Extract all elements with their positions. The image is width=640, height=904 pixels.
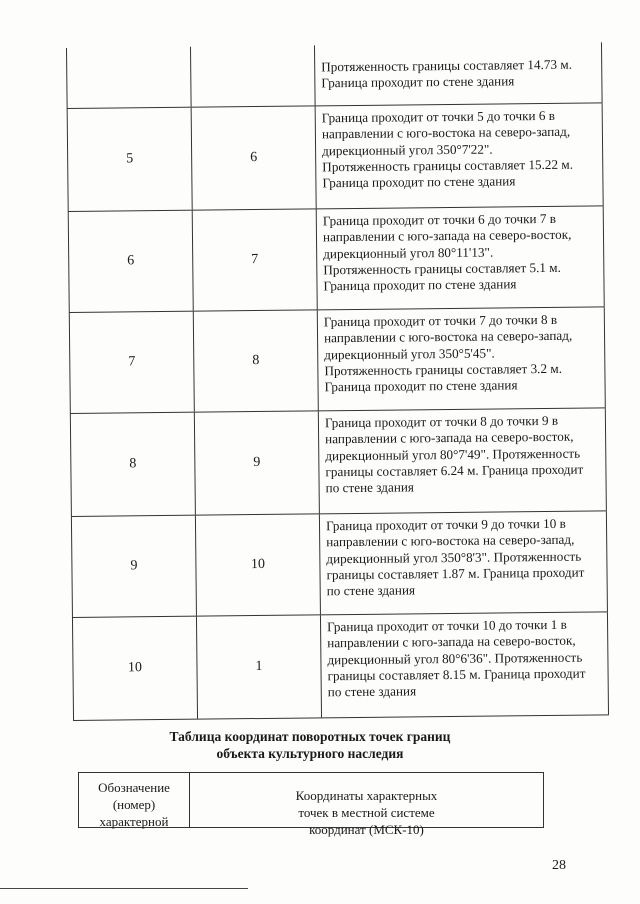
table-title-line1: Таблица координат поворотных точек границ: [169, 729, 451, 744]
description-cell: [320, 612, 609, 717]
end-point-cell: 9: [194, 411, 319, 514]
description-line: Граница проходит от точки 8 до точки 9 в: [324, 412, 559, 431]
description-line: направлении с юго-востока на северо-запад,: [323, 328, 573, 346]
end-point-cell: 7: [192, 209, 317, 310]
description-line: Протяженность границы составляет 15.22 м.: [322, 156, 574, 175]
table-title-line2: объекта культурного наследия: [216, 746, 404, 761]
description-line: Граница проходит по стене здания: [324, 377, 518, 395]
start-point-cell: 10: [72, 617, 197, 720]
boundary-table: [66, 42, 609, 721]
description-line: Граница проходит от точки 9 до точки 10 в: [325, 515, 566, 534]
table-row: [72, 612, 609, 721]
coordinates-header-system: [190, 773, 543, 837]
table-row: [66, 42, 603, 109]
description-line: Протяженность границы составляет 3.2 м.: [324, 360, 563, 379]
description-line: границы составляет 8.15 м. Граница проходит: [327, 665, 586, 684]
description-line: дирекционный угол 350°5'45".: [324, 345, 495, 362]
description-cell: [316, 206, 605, 309]
header-text: Обозначение: [98, 780, 170, 795]
description-line: Граница проходит от точки 10 до точки 1 в: [326, 616, 567, 635]
end-point-cell: 6: [191, 106, 316, 209]
description-line: дирекционный угол 80°6'36". Протяженность: [327, 649, 583, 667]
description-line: Граница проходит по стене здания: [321, 73, 515, 91]
description-line: Протяженность границы составляет 5.1 м.: [323, 259, 561, 278]
start-point-cell: 9: [71, 516, 196, 617]
start-point-cell: 6: [68, 211, 193, 312]
description-line: по стене здания: [326, 582, 416, 599]
description-line: Граница проходит от точки 6 до точки 7 в: [322, 210, 557, 229]
start-point-cell: [66, 47, 191, 108]
description-line: направлении с юго-востока на северо-запад,: [321, 124, 571, 142]
end-point-cell: 1: [196, 615, 321, 718]
description-line: направлении с юго-востока на северо-запад,: [326, 532, 575, 550]
description-line: границы составляет 6.24 м. Граница проходит: [325, 461, 584, 480]
description-line: дирекционный угол 350°8'3". Протяженность: [326, 548, 582, 566]
description-line: Протяженность границы составляет 14.73 м.: [321, 56, 573, 75]
description-line: дирекционный угол 80°7'49". Протяженность: [325, 445, 581, 463]
header-text: координат (МСК-10): [309, 822, 424, 837]
description-line: направлении с юго-запада на северо-восток,: [327, 632, 576, 651]
header-text: (номер): [112, 797, 156, 812]
table-row: [69, 307, 606, 414]
page-number: 28: [552, 858, 566, 873]
description-line: направлении с юго-запада на северо-восток,: [325, 429, 574, 447]
description-line: по стене здания: [325, 479, 415, 496]
description-line: по стене здания: [327, 683, 417, 700]
table-row: [68, 206, 605, 313]
end-point-cell: [190, 45, 315, 106]
end-point-cell: 10: [195, 514, 320, 615]
description-cell: [319, 511, 608, 614]
table-row: [71, 511, 608, 618]
description-line: направлении с юго-запада на северо-восток,: [322, 227, 572, 245]
table-row: [70, 408, 607, 517]
end-point-cell: 8: [193, 310, 318, 411]
description-line: дирекционный угол 80°11'13".: [323, 244, 494, 261]
description-cell: [314, 42, 603, 105]
start-point-cell: 8: [70, 413, 195, 516]
start-point-cell: 7: [69, 312, 194, 413]
header-text: точек в местной системе: [298, 805, 435, 820]
table-title: [130, 728, 490, 762]
description-line: Граница проходит по стене здания: [322, 173, 516, 191]
description-line: дирекционный угол 350°7'22".: [322, 141, 493, 158]
start-point-cell: 5: [67, 108, 192, 211]
table-row: [67, 103, 604, 212]
description-cell: [318, 408, 607, 513]
description-cell: [315, 103, 604, 208]
footer-rule: [0, 888, 248, 889]
header-text: характерной: [99, 814, 169, 829]
description-line: Граница проходит от точки 7 до точки 8 в: [323, 311, 558, 330]
description-cell: [317, 307, 606, 410]
header-text: Координаты характерных: [295, 788, 438, 803]
coordinates-header-point: [79, 773, 190, 827]
description-line: границы составляет 1.87 м. Граница проходит: [326, 564, 585, 583]
description-line: Граница проходит по стене здания: [323, 276, 517, 294]
description-line: Граница проходит от точки 5 до точки 6 в: [321, 107, 555, 126]
coordinates-table: [78, 772, 544, 837]
